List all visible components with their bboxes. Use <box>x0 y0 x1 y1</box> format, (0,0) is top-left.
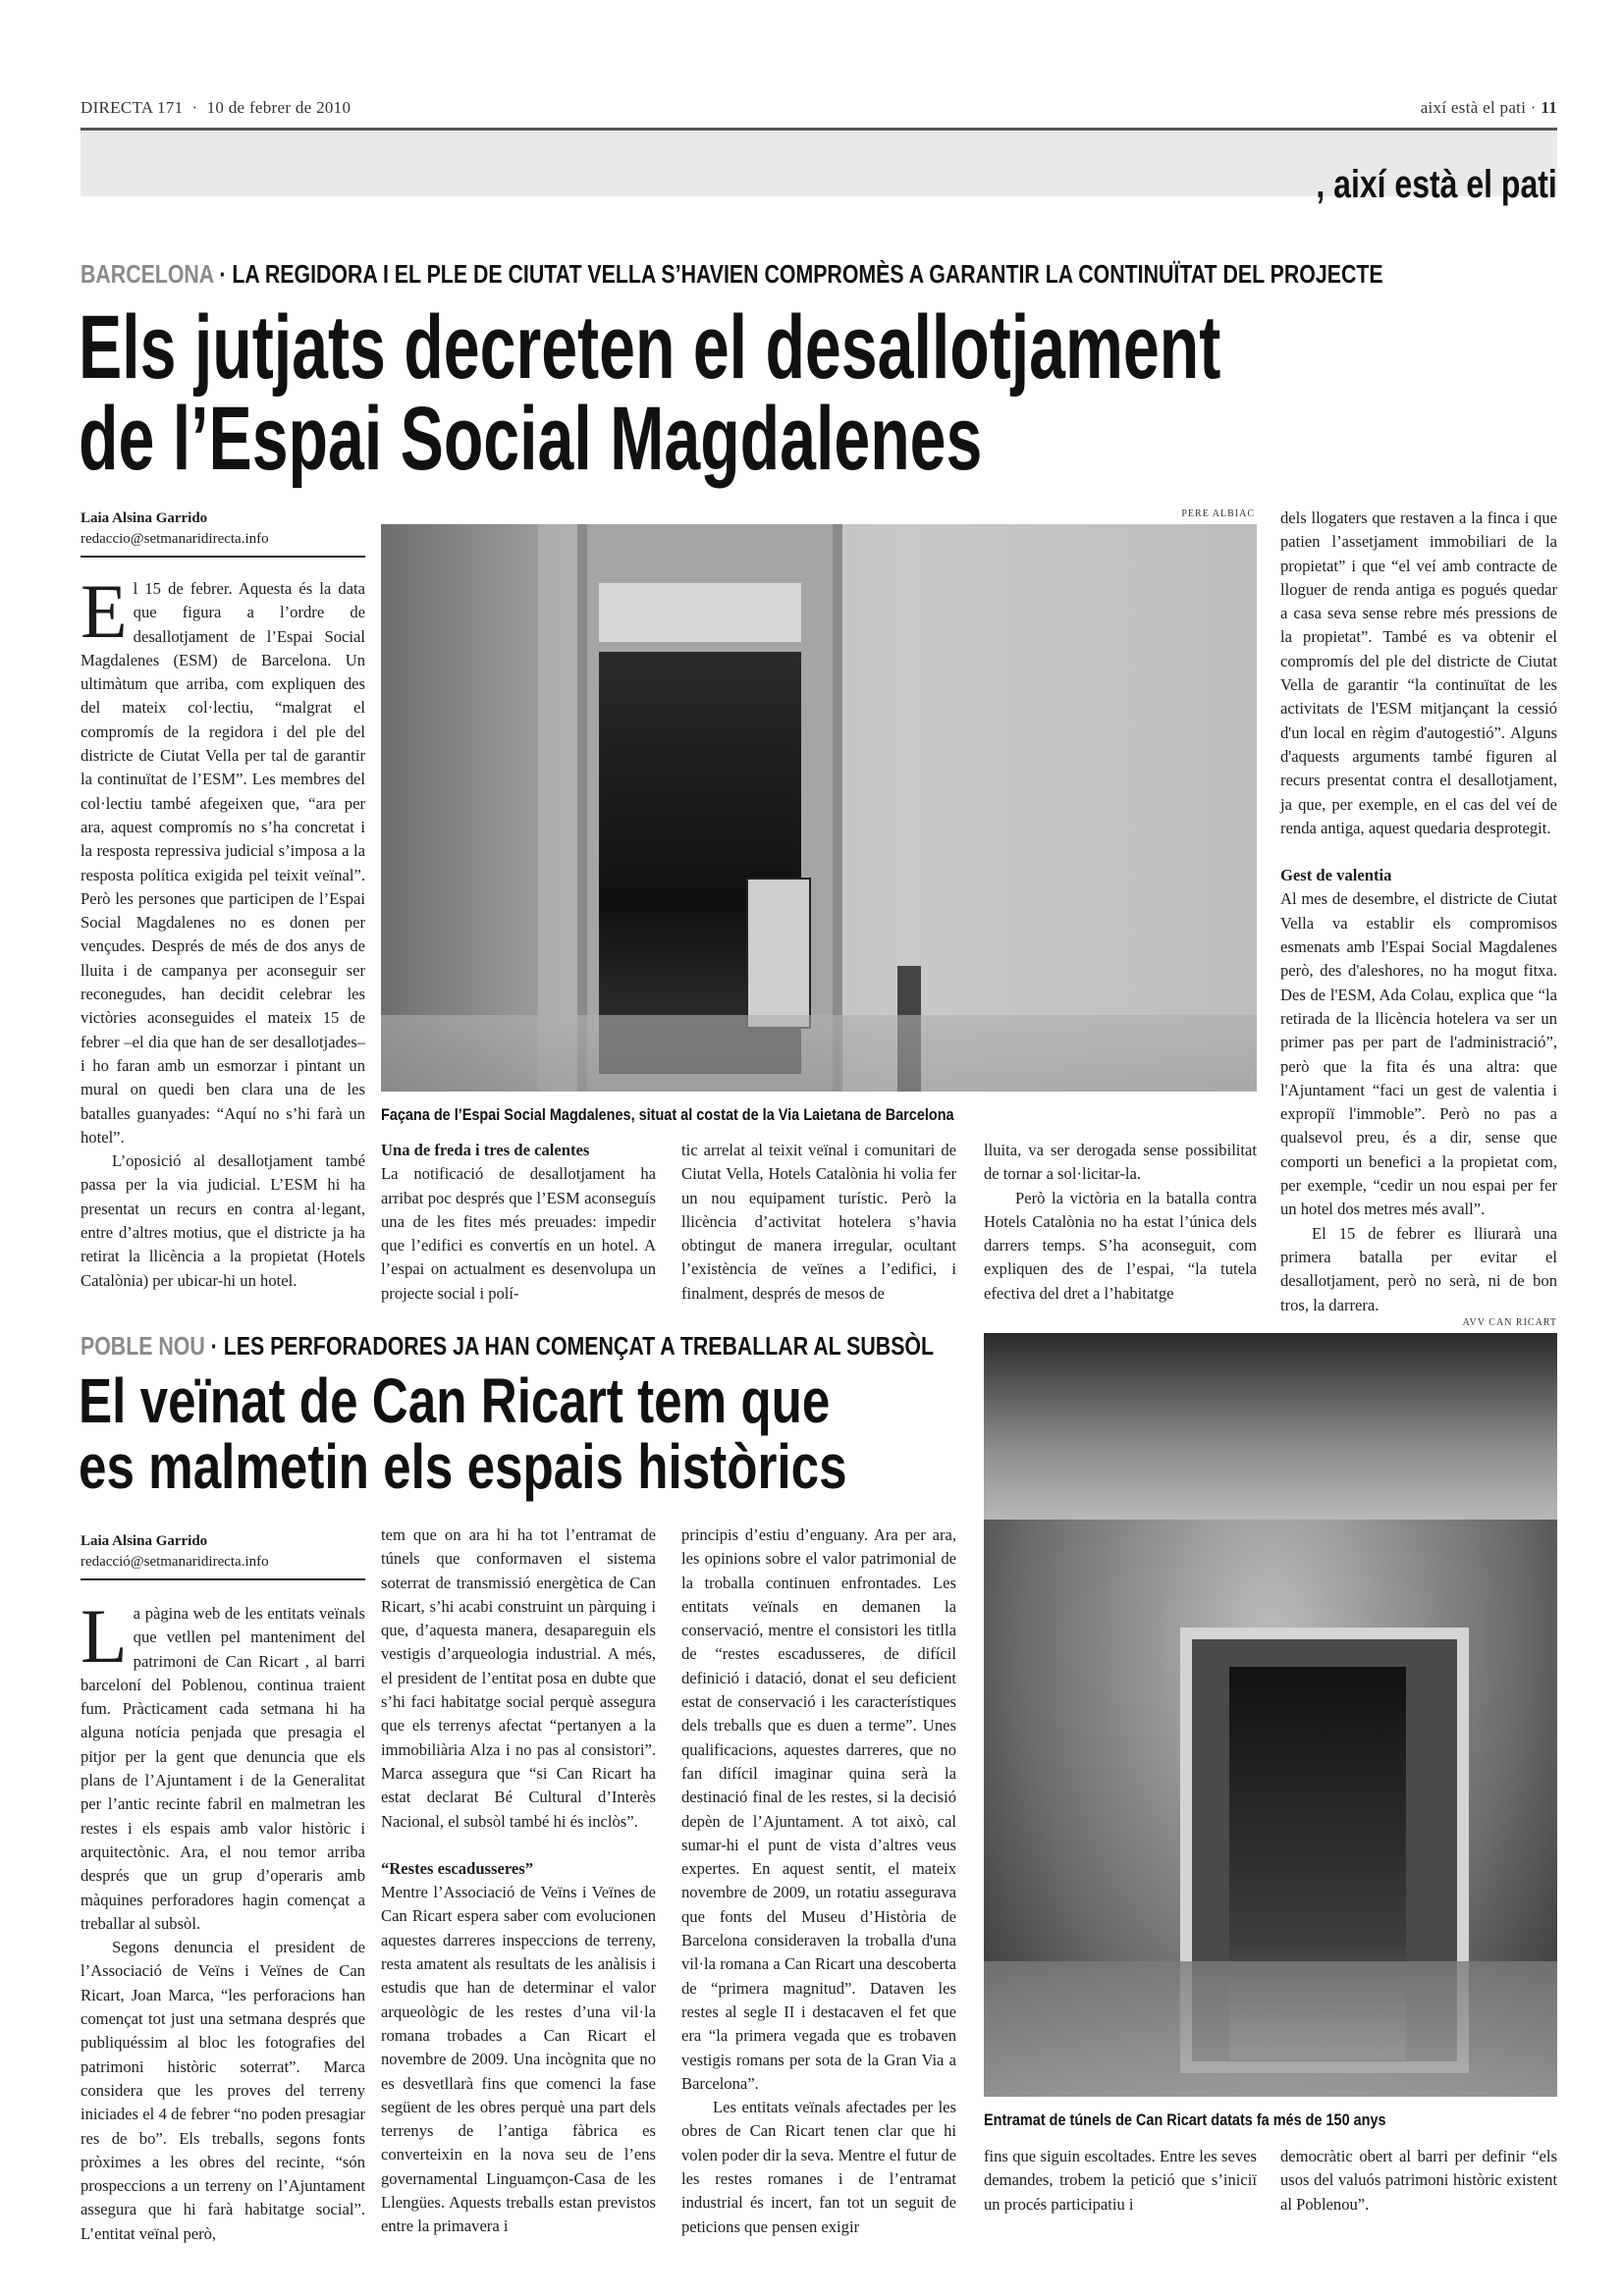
author-name: Laia Alsina Garrido <box>81 510 208 526</box>
paragraph: El 15 de febrer es lliurarà una primera batalla per evitar el desallotjament, però no serà, ni de bon tros, la darrera. <box>1280 1223 1557 1314</box>
article1-column-2 <box>381 1139 656 1306</box>
section-banner: , així està el pati <box>1316 163 1557 206</box>
photo-credit: PERE ALBIAC <box>1181 508 1255 519</box>
subheading: “Restes escadusseres” <box>381 1858 534 1878</box>
issue-date: 10 de febrer de 2010 <box>206 98 352 117</box>
article2-photo <box>984 1333 1557 2097</box>
kicker-text: · LA REGIDORA I EL PLE DE CIUTAT VELLA S’HAVIEN COMPROMÈS A GARANTIR LA CONTINUÏTAT DEL PROJECTE <box>213 259 1383 289</box>
article2-photo-caption: Entramat de túnels de Can Ricart datats fa més de 150 anys <box>984 2110 1386 2129</box>
photo-wall-left <box>381 524 538 1092</box>
folio-separator: · <box>191 98 198 117</box>
subheading: Una de freda i tres de calentes <box>381 1141 590 1159</box>
photo-sandwich-board <box>746 878 811 1029</box>
paragraph: Les entitats veïnals afectades per les obres de Can Ricart tenen clar que hi volen poder dir la seva. Mentre el futur de les restes romanes i de l’entramat industrial és incert, fan tot un seguit de peticions que pensen exigir <box>681 2098 956 2236</box>
photo-credit: AVV CAN RICART <box>1462 1317 1557 1328</box>
article1-photo <box>381 524 1257 1092</box>
header-rule <box>81 128 1557 131</box>
article2-kicker <box>81 1333 934 1359</box>
paragraph: dels llogaters que restaven a la finca i que patien l’assetjament immobiliari de la propietat” i que “el veí amb contracte de lloguer de renda antiga es pogués quedar a casa seva sense rebre més pressions de la propietat”. També es va obtenir el compromís del ple del districte de Ciutat Vella de garantir “la continuïtat de les activitats de l'ESM mitjançant la cessió d'un local en règim d'autogestió”. Alguns d'aquests arguments també figuren al recurs presentat contra el desallotjament, ja que, per exemple, en el cas del veí de renda antiga, aquest quedaria desprotegit. <box>1280 508 1557 837</box>
article2-column-4 <box>984 2145 1257 2216</box>
article2-column-1 <box>81 1593 365 2246</box>
paragraph: tic arrelat al teixit veïnal i comunitari de Ciutat Vella, Hotels Catalònia hi volia fer un nou equipament turístic. Però la llicència d’activitat hotelera s’havia obtingut de manera irregular, ocultant l’existència de veïnes a l’edifici, i finalment, després de mesos de <box>681 1141 956 1303</box>
article1-column-5 <box>1280 507 1557 1317</box>
kicker-place: BARCELONA <box>81 259 214 289</box>
paragraph: La notificació de desallotjament ha arribat poc després que l’ESM aconseguís una de les fites més preuades: impedir que l’edifici es convertís en un hotel. A l’espai on actualment es desenvolupa un projecte social i polí- <box>381 1164 656 1303</box>
paragraph: democràtic obert al barri per definir “els usos del valuós patrimoni històric existent al Poblenou”. <box>1280 2147 1557 2214</box>
headline-line: Els jutjats decreten el desallotjament <box>79 297 1221 398</box>
kicker-text: · LES PERFORADORES JA HAN COMENÇAT A TREBALLAR AL SUBSÒL <box>204 1331 935 1361</box>
article1-column-1 <box>81 568 365 1293</box>
kicker-place: POBLE NOU <box>81 1331 205 1361</box>
article1-column-3 <box>681 1139 956 1306</box>
photo-rubble-floor <box>984 1961 1557 2097</box>
paragraph: principis d’estiu d’enguany. Ara per ara, les opinions sobre el valor patrimonial de la troballa continuen enfrontades. Les entitats veïnals en demanen la conservació, mentre el consistori les titlla de “restes escadusseres, de difícil definició i datació, donat el seu deficient estat de conservació i les característiques dels treballs que es duen a terme”. Unes qualificacions, aquestes darreres, que no fan difícil imaginar quina serà la destinació final de les restes, si la decisió depèn de l’Ajuntament. A tot això, cal sumar-hi el punt de vista d’altres veus expertes. En aquest sentit, el mateix novembre de 2009, un rotatiu assegurava que fonts del Museu d’Història de Barcelona consideraven la troballa d'una vil·la romana a Can Ricart una descoberta de “primera magnitud”. Dataven les restes al segle II i destacaven el fet que era “la primera vegada que es trobaven vestigis romans per sota de la Gran Via a Barcelona”. <box>681 1525 956 2093</box>
drop-cap: E <box>81 568 128 654</box>
paragraph: l 15 de febrer. Aquesta és la data que figura a l’ordre de desallotjament de l’Espai Social Magdalenes (ESM) de Barcelona. Un ultimàtum que arriba, com expliquen des del mateix col·lectiu, “malgrat el compromís de la regidora i del ple del districte de Ciutat Vella per tal de garantir la continuïtat de l’ESM”. Les membres del col·lectiu també afegeixen que, “ara per ara, aquest compromís no s’ha concretat i la resposta repressiva judicial s’imposa a la resposta política exigida pel teixit veïnal”. Però les persones que participen de l’Espai Social Magdalenes no es donen per vençudes. Després de més de dos anys de lluita i de campanya per aconseguir ser reconegudes, han decidit celebrar les victòries aconseguides el mateix 15 de febrer –el dia que han de ser desallotjades– i ho faran amb un esmorzar i pintant un mural on quedi ben clara una de les batalles guanyades: “Aquí no s’hi farà un hotel”. <box>81 579 365 1147</box>
article1-kicker <box>81 261 1383 287</box>
paragraph: a pàgina web de les entitats veïnals que vetllen pel manteniment del patrimoni de Can Ricart , al barri barceloní del Poblenou, continua traient fum. Pràcticament cada setmana hi ha alguna notícia penjada que presagia el pitjor per la gent que denuncia que els plans de l’Ajuntament i de la Generalitat per l’antic recinte fabril en malmetran les restes i els espais amb valor històric i arquitectònic. Ara, el nou temor arriba després que un grup d’operaris amb màquines perforadores hagin començat a treballar al subsòl. <box>81 1604 365 1933</box>
headline-line: de l’Espai Social Magdalenes <box>79 389 983 489</box>
paragraph: tem que on ara hi ha tot l’entramat de túnels que conformaven el sistema soterrat de transmissió energètica de Can Ricart, s’hi acabi construint un pàrquing i que, d’aquesta manera, desapareguin els vestigis d’arqueologia industrial. A més, el president de l’entitat posa en dubte que s’hi faci habitatge social perquè assegura que els terrenys afectat “pertanyen a la immobiliària Alza i no pas al consistori”. Marca assegura que “si Can Ricart ha estat declarat Bé Cultural d’Interès Nacional, el subsòl també hi és inclòs”. <box>381 1525 656 1831</box>
photo-shop-sign <box>599 583 801 642</box>
article2-column-3 <box>681 1523 956 2239</box>
subheading: Gest de valentia <box>1280 866 1392 885</box>
page-number: 11 <box>1541 98 1557 117</box>
photo-tunnel-ceiling <box>984 1333 1557 1520</box>
paragraph: L’oposició al desallotjament també passa per la via judicial. L’ESM hi ha presentat un recurs en contra al·legant, entre d’altres motius, que el districte ja ha retirat la llicència a la propietat (Hotels Catalònia) per ubicar-hi un hotel. <box>81 1151 365 1290</box>
article1-byline <box>81 508 365 558</box>
folio-separator: · <box>1530 98 1537 117</box>
article2-byline <box>81 1531 365 1580</box>
paragraph: fins que siguin escoltades. Entre les seves demandes, trobem la petició que s’iniciï un procés participatiu i <box>984 2147 1257 2214</box>
article2-column-5 <box>1280 2145 1557 2216</box>
article2-headline <box>79 1365 847 1502</box>
paragraph: Al mes de desembre, el districte de Ciutat Vella va establir els compromisos esmenats amb l'Espai Social Magdalenes però, des d'aleshores, no ha mogut fitxa. Des de l'ESM, Ada Colau, explica que “la retirada de la llicència hotelera va ser un primer pas per part de l'administració”, però que la fita és una altra: que l'Ajuntament “faci un gest de valentia i expropiï l'immoble”. Però no pas a qualsevol preu, és a dir, sense que comporti un benefici a la propietat com, per exemple, “cedir un nou espai per fer un hotel dos metres més avall”. <box>1280 889 1557 1219</box>
article1-photo-caption: Façana de l’Espai Social Magdalenes, situat al costat de la Via Laietana de Barcelona <box>381 1105 954 1124</box>
article1-column-4 <box>984 1139 1257 1306</box>
paragraph: Segons denuncia el president de l’Associació de Veïns i Veïnes de Can Ricart, Joan Marca, “les perforacions han començat tot just una setmana després que publiquéssim al bloc les fotografies del patrimoni històric soterrat”. Marca considera que les proves del terreny iniciades el 4 de febrer “no poden presagiar res de bo”. Els treballs, segons fonts pròximes a les obres del recinte, “són prospeccions a un terreny on l’Ajuntament assegura que hi farà habitatge social”. L’entitat veïnal però, <box>81 1938 365 2243</box>
paragraph: Però la victòria en la batalla contra Hotels Catalònia no ha estat l’única dels darrers temps. S’ha aconseguit, com expliquen des de l’espai, “la tutela efectiva del dret a l’habitatge <box>984 1188 1257 1303</box>
paragraph: lluita, va ser derogada sense possibilitat de tornar a sol·licitar-la. <box>984 1141 1257 1184</box>
author-email[interactable]: redacció@setmanaridirecta.info <box>81 1554 269 1570</box>
folio-right <box>1421 98 1557 118</box>
author-email[interactable]: redaccio@setmanaridirecta.info <box>81 531 269 547</box>
photo-pavement <box>381 1015 1257 1092</box>
section-folio: així està el pati <box>1420 98 1527 117</box>
author-name: Laia Alsina Garrido <box>81 1533 208 1549</box>
drop-cap: L <box>81 1593 128 1679</box>
headline-line: El veïnat de Can Ricart tem que <box>79 1365 831 1436</box>
publication-name: DIRECTA 171 <box>81 98 184 117</box>
article1-headline <box>79 297 1221 489</box>
article2-column-2 <box>381 1523 656 2239</box>
folio-left <box>81 98 351 118</box>
headline-line: es malmetin els espais històrics <box>79 1431 847 1502</box>
paragraph: Mentre l’Associació de Veïns i Veïnes de Can Ricart espera saber com evolucionen aquestes darreres inspeccions de terreny, resta amatent als resultats de les anàlisis i estudis que han de determinar el valor arqueològic de les restes d’una vil·la romana trobades a Can Ricart el novembre de 2009. Una incògnita que no es desvetllarà fins que comenci la fase següent de les obres perquè una part dels terrenys de l’antiga fàbrica es converteixin en la nova seu de l’ens governamental Linguamçon-Casa de les Llengües. Aquests treballs estan previstos entre la primavera i <box>381 1883 656 2236</box>
